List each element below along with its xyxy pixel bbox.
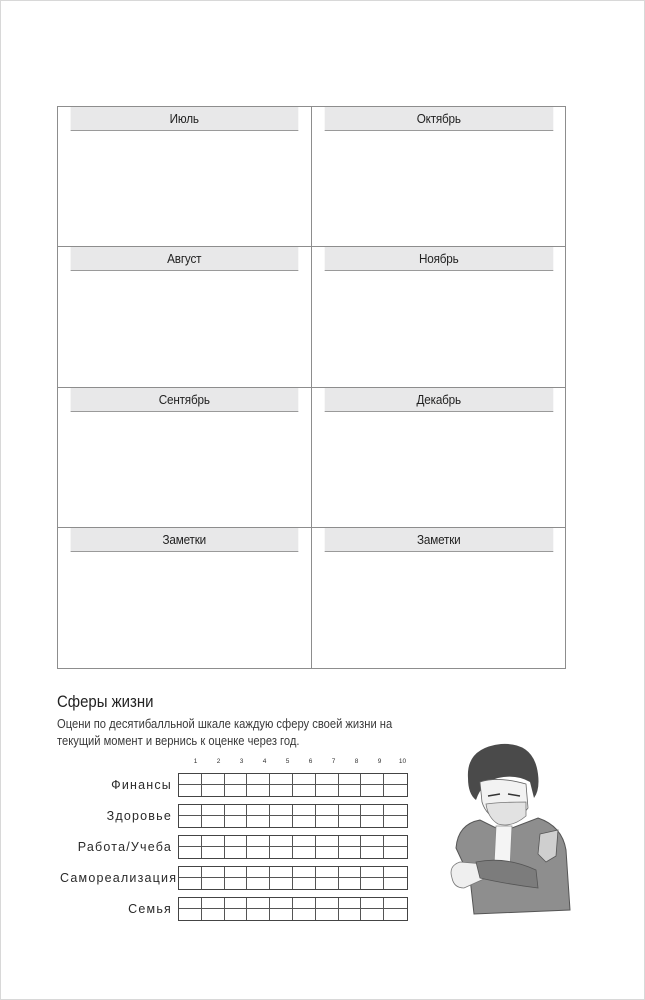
rating-cell[interactable] [179,816,202,827]
scale-number: 3 [239,758,244,765]
rating-cell[interactable] [270,909,293,920]
notes-cell-left [58,528,312,668]
rating-cell[interactable] [202,878,225,889]
rating-cell[interactable] [179,847,202,858]
rating-cell[interactable] [225,785,248,796]
scale-number: 10 [398,758,407,765]
rating-cell[interactable] [225,805,248,816]
rating-cell[interactable] [339,836,362,847]
scale-number: 5 [285,758,290,765]
rating-cell[interactable] [293,847,316,858]
rating-label: Здоровье [106,808,172,823]
rating-cell[interactable] [202,898,225,909]
anime-character-illustration [446,738,574,920]
notes-cell-right [312,528,566,668]
rating-cell[interactable] [179,785,202,796]
rating-cell[interactable] [361,816,384,827]
rating-cell[interactable] [247,898,270,909]
rating-cell[interactable] [339,847,362,858]
scale-number: 7 [331,758,336,765]
month-cell-december [312,388,566,528]
notes-header: Заметки [71,528,298,552]
rating-cell[interactable] [361,909,384,920]
rating-cell[interactable] [293,878,316,889]
rating-cell[interactable] [202,785,225,796]
rating-cell[interactable] [316,816,339,827]
rating-label: Семья [128,901,172,916]
rating-cell[interactable] [247,909,270,920]
rating-cell[interactable] [339,774,362,785]
rating-cell[interactable] [316,847,339,858]
rating-cell[interactable] [270,847,293,858]
rating-cell[interactable] [316,836,339,847]
rating-cell[interactable] [225,898,248,909]
rating-cell[interactable] [293,805,316,816]
rating-cell[interactable] [270,867,293,878]
rating-row-self-realization [60,865,415,890]
month-cell-july [58,107,312,247]
month-notes-area[interactable] [312,412,566,527]
rating-grid[interactable] [178,897,408,921]
rating-cell[interactable] [225,774,248,785]
rating-cell[interactable] [316,867,339,878]
rating-cell[interactable] [384,774,407,785]
rating-cell[interactable] [270,836,293,847]
month-notes-area[interactable] [58,412,311,527]
rating-cell[interactable] [179,867,202,878]
rating-cell[interactable] [270,774,293,785]
rating-cell[interactable] [339,785,362,796]
rating-cell[interactable] [247,836,270,847]
rating-cell[interactable] [225,847,248,858]
rating-cell[interactable] [384,847,407,858]
rating-cell[interactable] [339,867,362,878]
rating-grid[interactable] [178,804,408,828]
rating-cell[interactable] [202,867,225,878]
rating-label: Самореализация [60,870,178,885]
month-notes-area[interactable] [312,271,566,386]
rating-cell[interactable] [339,805,362,816]
rating-cell[interactable] [179,805,202,816]
rating-cell[interactable] [384,898,407,909]
rating-cell[interactable] [247,816,270,827]
month-header: Октябрь [324,107,552,131]
rating-cell[interactable] [361,836,384,847]
rating-cell[interactable] [179,909,202,920]
rating-cell[interactable] [225,909,248,920]
rating-cell[interactable] [339,898,362,909]
rating-cell[interactable] [247,785,270,796]
rating-cell[interactable] [339,816,362,827]
rating-row-family [60,896,415,921]
rating-cell[interactable] [293,867,316,878]
rating-cell[interactable] [316,878,339,889]
rating-cell[interactable] [293,836,316,847]
rating-cell[interactable] [179,836,202,847]
rating-row-work-study [60,834,415,859]
month-header: Ноябрь [324,247,552,271]
scale-number: 6 [308,758,313,765]
rating-cell[interactable] [293,774,316,785]
rating-cell[interactable] [202,816,225,827]
rating-cell[interactable] [316,898,339,909]
rating-cell[interactable] [293,816,316,827]
rating-scale-numbers [184,758,414,765]
rating-label: Финансы [111,777,172,792]
rating-cell[interactable] [384,836,407,847]
month-cell-august [58,247,312,387]
scale-number: 4 [262,758,267,765]
rating-cell[interactable] [339,909,362,920]
rating-cell[interactable] [361,898,384,909]
rating-cell[interactable] [247,867,270,878]
rating-cell[interactable] [202,836,225,847]
rating-grid[interactable] [178,835,408,859]
month-cell-september [58,388,312,528]
month-header: Декабрь [324,388,552,412]
rating-cell[interactable] [384,785,407,796]
month-notes-area[interactable] [312,131,566,246]
rating-cell[interactable] [293,909,316,920]
rating-cell[interactable] [270,805,293,816]
rating-cell[interactable] [202,847,225,858]
rating-cell[interactable] [270,878,293,889]
scale-number: 8 [354,758,359,765]
rating-cell[interactable] [179,898,202,909]
rating-cell[interactable] [202,909,225,920]
rating-cell[interactable] [384,878,407,889]
rating-cell[interactable] [384,816,407,827]
rating-cell[interactable] [225,816,248,827]
rating-row-finance [60,772,415,797]
rating-cell[interactable] [316,909,339,920]
rating-cell[interactable] [293,785,316,796]
month-notes-area[interactable] [58,271,311,386]
month-header: Август [71,247,298,271]
month-header: Июль [71,107,298,131]
notes-area[interactable] [58,552,311,668]
notes-area[interactable] [312,552,566,668]
rating-cell[interactable] [316,805,339,816]
rating-cell[interactable] [316,785,339,796]
rating-cell[interactable] [225,867,248,878]
rating-cell[interactable] [293,898,316,909]
rating-cell[interactable] [202,774,225,785]
rating-row-health [60,803,415,828]
rating-cell[interactable] [225,836,248,847]
month-notes-area[interactable] [58,131,311,246]
rating-cell[interactable] [384,867,407,878]
rating-cell[interactable] [361,847,384,858]
month-header: Сентябрь [71,388,298,412]
rating-grid[interactable] [178,866,408,890]
notes-header: Заметки [324,528,552,552]
rating-cell[interactable] [247,805,270,816]
rating-cell[interactable] [316,774,339,785]
rating-cell[interactable] [202,805,225,816]
scale-number: 1 [193,758,198,765]
rating-cell[interactable] [270,898,293,909]
rating-cell[interactable] [361,878,384,889]
section-title: Сферы жизни [57,692,154,711]
rating-cell[interactable] [384,805,407,816]
months-table [57,106,566,669]
rating-label: Работа/Учеба [77,839,172,854]
scale-number: 2 [216,758,221,765]
rating-cell[interactable] [270,816,293,827]
rating-cell[interactable] [270,785,293,796]
rating-cell[interactable] [361,805,384,816]
rating-cell[interactable] [361,867,384,878]
rating-cell[interactable] [179,774,202,785]
rating-cell[interactable] [247,878,270,889]
rating-cell[interactable] [247,847,270,858]
month-cell-october [312,107,566,247]
scale-number: 9 [377,758,382,765]
rating-cell[interactable] [361,785,384,796]
rating-cell[interactable] [247,774,270,785]
rating-cell[interactable] [179,878,202,889]
rating-cell[interactable] [384,909,407,920]
section-description: Оцени по десятибалльной шкале каждую сферу своей жизни на текущий момент и вернись к оценке через год. [57,716,393,748]
rating-cell[interactable] [225,878,248,889]
rating-cell[interactable] [339,878,362,889]
rating-cell[interactable] [361,774,384,785]
month-cell-november [312,247,566,387]
rating-grid[interactable] [178,773,408,797]
